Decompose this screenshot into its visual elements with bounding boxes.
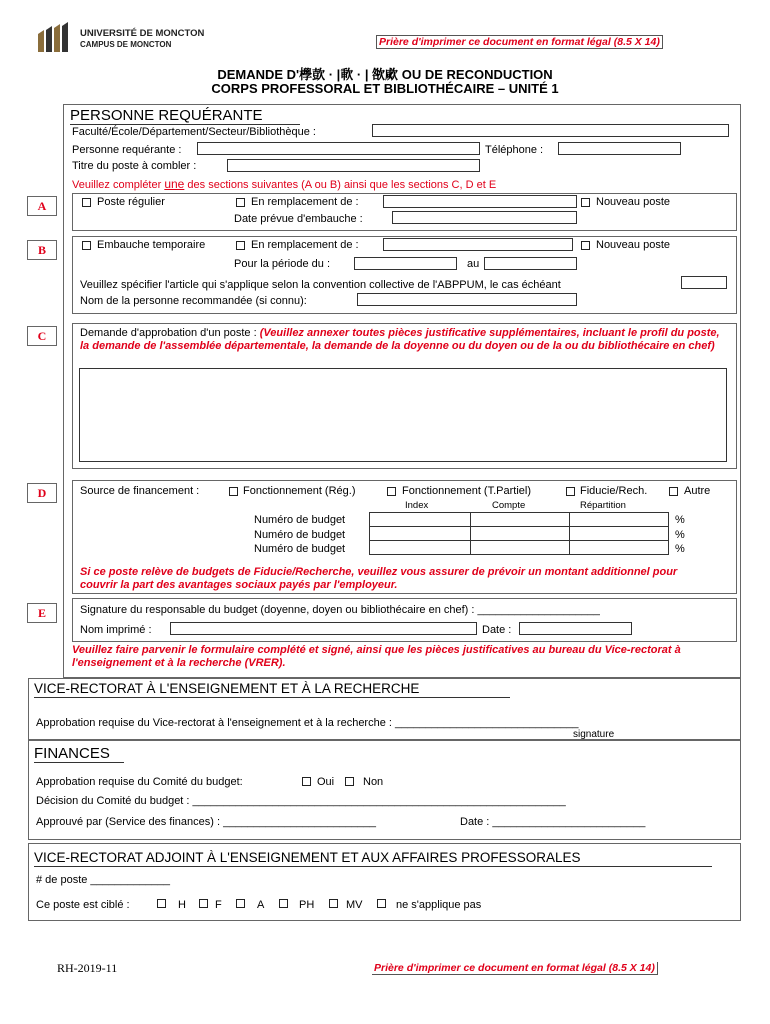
budget-compte-2[interactable] (470, 526, 570, 541)
approuve-label: Approuvé par (Service des finances) : _________________________ (36, 816, 377, 828)
poste-regulier-checkbox[interactable] (82, 198, 91, 207)
remplacement-b-field[interactable] (383, 238, 573, 251)
cible-h-label: H (178, 899, 186, 911)
recommandee-label: Nom de la personne recommandée (si connu): (80, 295, 307, 307)
print-notice-top: Prière d'imprimer ce document en format légal (8.5 X 14) (376, 35, 663, 49)
titre-field[interactable] (227, 159, 480, 172)
article-field[interactable] (681, 276, 727, 289)
cible-ph-checkbox[interactable] (279, 899, 288, 908)
budget-index-3[interactable] (369, 540, 471, 555)
personne-heading: PERSONNE REQUÉRANTE (70, 107, 263, 124)
nouveau-poste-a-label: Nouveau poste (596, 196, 670, 208)
sections-instruction: Veuillez compléter une des sections suivantes (A ou B) ainsi que les sections C, D et E (72, 177, 497, 191)
col-compte: Compte (492, 500, 526, 511)
percent-sign: % (675, 529, 685, 541)
section-d-letter: D (27, 483, 57, 503)
embauche-temporaire-label: Embauche temporaire (97, 239, 206, 251)
col-repartition: Répartition (580, 500, 626, 511)
faculte-field[interactable] (372, 124, 729, 137)
cible-mv-label: MV (346, 899, 363, 911)
date-embauche-label: Date prévue d'embauche : (234, 213, 363, 225)
section-e-letter: E (27, 603, 57, 623)
percent-sign: % (675, 543, 685, 555)
remplacement-b-checkbox[interactable] (236, 241, 245, 250)
document-title-line2: CORPS PROFESSORAL ET BIBLIOTHÉCAIRE – UNITÉ 1 (211, 81, 559, 96)
periode-debut-field[interactable] (354, 257, 457, 270)
cible-f-checkbox[interactable] (199, 899, 208, 908)
vrer-approbation: Approbation requise du Vice-rectorat à l'enseignement et à la recherche : ______________________________ (36, 717, 579, 729)
vrer-heading: VICE-RECTORAT À L'ENSEIGNEMENT ET À LA RECHERCHE (34, 681, 420, 696)
vraep-heading: VICE-RECTORAT ADJOINT À L'ENSEIGNEMENT ET AUX AFFAIRES PROFESSORALES (34, 850, 581, 865)
autre-label: Autre (684, 485, 711, 497)
budget-row-label: Numéro de budget (254, 529, 346, 541)
personne-heading-underline (70, 124, 300, 125)
budget-index-2[interactable] (369, 526, 471, 541)
periode-fin-field[interactable] (484, 257, 577, 270)
decision-label: Décision du Comité du budget : _____________________________________________________________ (36, 795, 566, 807)
section-c-letter: C (27, 326, 57, 346)
nouveau-poste-b-label: Nouveau poste (596, 239, 670, 251)
form-code: RH-2019-11 (57, 961, 118, 975)
finances-heading: FINANCES (34, 745, 110, 762)
telephone-label: Téléphone : (485, 144, 544, 156)
logo-line1: UNIVERSITÉ DE MONCTON (80, 28, 205, 39)
remplacement-a-checkbox[interactable] (236, 198, 245, 207)
article-label: Veuillez spécifier l'article qui s'applique selon la convention collective de l'ABPPUM, le cas échéant (80, 279, 561, 291)
remplacement-a-label: En remplacement de : (251, 196, 359, 208)
budget-repartition-1[interactable] (569, 512, 669, 527)
transmit-note: Veuillez faire parvenir le formulaire complété et signé, ainsi que les pièces justificatives au bureau du Vice-rectorat à l'enseignement et à la recherche (VRER). (72, 644, 681, 669)
university-logo (36, 22, 216, 58)
logo-line2: CAMPUS DE MONCTON (80, 40, 172, 49)
cible-ph-label: PH (299, 899, 315, 911)
budget-row-label: Numéro de budget (254, 543, 346, 555)
budget-compte-1[interactable] (470, 512, 570, 527)
section-b-letter: B (27, 240, 57, 260)
titre-label: Titre du poste à combler : (72, 160, 197, 172)
cible-na-checkbox[interactable] (377, 899, 386, 908)
fiducie-note: Si ce poste relève de budgets de Fiducie/Recherche, veuillez vous assurer de prévoir un montant additionnel pour couvrir la part des avantages sociaux payés par l'employeur. (80, 566, 678, 591)
date-e-label: Date : (482, 624, 512, 636)
cible-na-label: ne s'applique pas (396, 899, 482, 911)
col-index: Index (405, 500, 429, 511)
embauche-temporaire-checkbox[interactable] (82, 241, 91, 250)
autre-checkbox[interactable] (669, 487, 678, 496)
vrer-heading-underline (34, 697, 510, 698)
source-label: Source de financement : (80, 485, 200, 497)
percent-sign: % (675, 514, 685, 526)
budget-compte-3[interactable] (470, 540, 570, 555)
faculte-label: Faculté/École/Département/Secteur/Bibliothèque : (72, 126, 316, 138)
cible-mv-checkbox[interactable] (329, 899, 338, 908)
oui-label: Oui (317, 776, 335, 788)
finances-heading-underline (34, 762, 124, 763)
budget-repartition-2[interactable] (569, 526, 669, 541)
date-embauche-field[interactable] (392, 211, 577, 224)
fonctionnement-reg-checkbox[interactable] (229, 487, 238, 496)
cible-label: Ce poste est ciblé : (36, 899, 130, 911)
cible-h-checkbox[interactable] (157, 899, 166, 908)
fiducie-label: Fiducie/Rech. (580, 485, 648, 497)
periode-label: Pour la période du : (234, 258, 331, 270)
cible-a-label: A (257, 899, 265, 911)
remplacement-a-field[interactable] (383, 195, 577, 208)
print-notice-bottom: Prière d'imprimer ce document en format légal (8.5 X 14) (372, 962, 658, 975)
periode-au-label: au (467, 258, 480, 270)
logo-mark-icon (36, 22, 70, 54)
document-title-line1: DEMANDE D'㰒㰻 · |㰱 · | 㰶㰹 OU DE RECONDUCTION (217, 67, 553, 82)
nouveau-poste-a-checkbox[interactable] (581, 198, 590, 207)
nom-imprime-label: Nom imprimé : (80, 624, 152, 636)
requerante-label: Personne requérante : (72, 144, 182, 156)
section-c-textarea[interactable] (79, 368, 727, 462)
nouveau-poste-b-checkbox[interactable] (581, 241, 590, 250)
nom-imprime-field[interactable] (170, 622, 477, 635)
cible-f-label: F (215, 899, 222, 911)
non-label: Non (363, 776, 384, 788)
non-checkbox[interactable] (345, 777, 354, 786)
vraep-heading-underline (34, 866, 712, 867)
budget-index-1[interactable] (369, 512, 471, 527)
poste-number-label: # de poste _____________ (36, 874, 170, 886)
oui-checkbox[interactable] (302, 777, 311, 786)
poste-regulier-label: Poste régulier (97, 196, 165, 208)
cible-a-checkbox[interactable] (236, 899, 245, 908)
budget-repartition-3[interactable] (569, 540, 669, 555)
section-c-text: Demande d'approbation d'un poste : (Veuillez annexer toutes pièces justificative supplémentaires, incluant le profil du poste, la demande de l'assemblée départementale, la demande de la doyenne ou du doyen ou de la ou du bibliothécaire en chef) (80, 327, 720, 352)
telephone-field[interactable] (558, 142, 681, 155)
date-e-field[interactable] (519, 622, 632, 635)
section-a-letter: A (27, 196, 57, 216)
budget-row-label: Numéro de budget (254, 514, 346, 526)
vrer-signature-caption: signature (573, 729, 615, 740)
fonctionnement-reg-label: Fonctionnement (Rég.) (243, 485, 356, 497)
fiducie-checkbox[interactable] (566, 487, 575, 496)
requerante-field[interactable] (197, 142, 480, 155)
fonctionnement-partiel-label: Fonctionnement (T.Partiel) (402, 485, 531, 497)
comite-approbation-label: Approbation requise du Comité du budget: (36, 776, 243, 788)
remplacement-b-label: En remplacement de : (251, 239, 359, 251)
finances-date-label: Date : _________________________ (460, 816, 646, 828)
fonctionnement-partiel-checkbox[interactable] (387, 487, 396, 496)
recommandee-field[interactable] (357, 293, 577, 306)
signature-budget-label: Signature du responsable du budget (doyenne, doyen ou bibliothécaire en chef) : ____________________ (80, 604, 600, 616)
